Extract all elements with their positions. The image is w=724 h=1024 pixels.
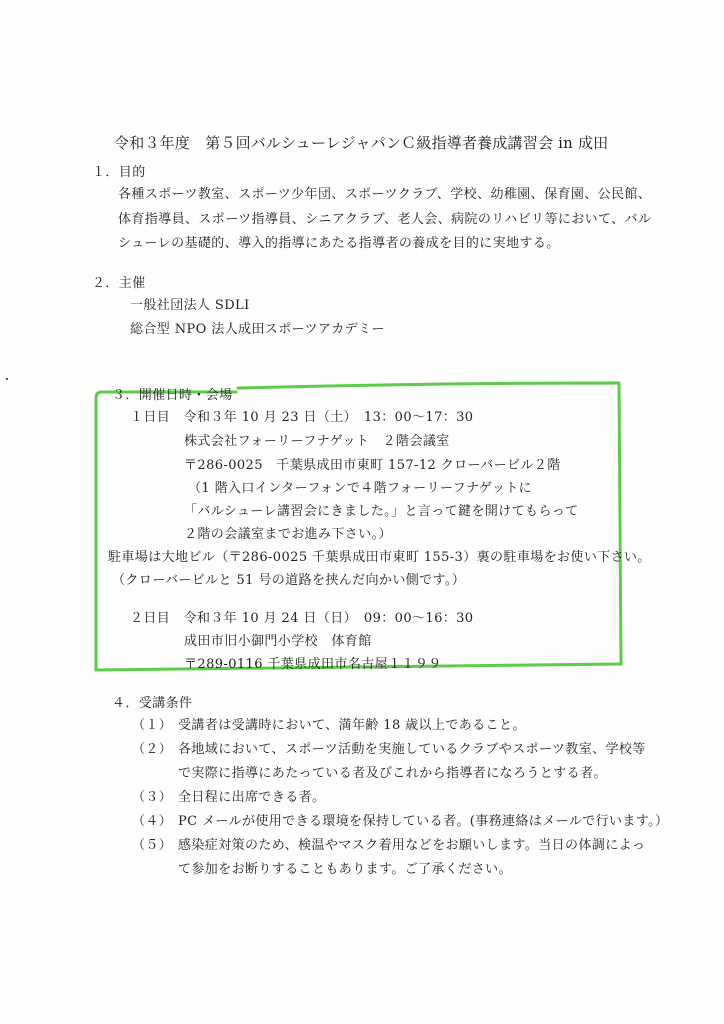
condition-number: （５） xyxy=(132,838,173,853)
day2-venue: 成田市旧小御門小学校 体育館 xyxy=(184,634,372,649)
day2-address: 〒289-0116 千葉県成田市名古屋１１９９ xyxy=(184,657,442,672)
section-2-heading: ２．主催 xyxy=(92,276,146,291)
condition-text: 感染症対策のため、検温やマスク着用などをお願いします。当日の体調によっ xyxy=(178,838,646,853)
day1-venue: 株式会社フォーリーフナゲット ２階会議室 xyxy=(184,434,450,449)
condition-text: 全日程に出席できる者。 xyxy=(178,790,326,805)
section-3-heading: ３．開催日時・会場 xyxy=(112,388,233,403)
condition-text: PC メールが使用できる環境を保持している者。(事務連絡はメールで行います。） xyxy=(178,814,669,829)
section-1-line: 体育指導員、スポーツ指導員、シニアクラブ、老人会、病院のリハビリ等において、バル xyxy=(118,212,652,227)
condition-number: （１） xyxy=(132,718,173,733)
day1-datetime: １日目 令和３年 10 月 23 日（土） 13：00～17：30 xyxy=(130,410,474,425)
condition-number: （４） xyxy=(132,814,173,829)
section-1-line: シューレの基礎的、導入的指導にあたる指導者の養成を目的に実地する。 xyxy=(118,236,560,251)
parking-info: （クローバービルと 51 号の道路を挟んだ向かい側です。） xyxy=(112,573,466,588)
condition-text: 受講者は受講時において、満年齢 18 歳以上であること。 xyxy=(178,718,526,733)
organizer: 総合型 NPO 法人成田スポーツアカデミー xyxy=(130,322,385,337)
condition-text: て参加をお断りすることもあります。ご了承ください。 xyxy=(178,862,512,877)
section-1-line: 各種スポーツ教室、スポーツ少年団、スポーツクラブ、学校、幼稚園、保育園、公民館、 xyxy=(118,187,652,202)
day1-note: 「バルシューレ講習会にきました。」と言って鍵を開けてもらって xyxy=(184,504,579,519)
condition-text: 各地域において、スポーツ活動を実施しているクラブやスポーツ教室、学校等 xyxy=(178,742,646,757)
day2-datetime: ２日目 令和３年 10 月 24 日（日） 09：00～16：30 xyxy=(130,611,474,626)
document-title: 令和３年度 第５回バルシューレジャパンＣ級指導者養成講習会 in 成田 xyxy=(114,134,609,152)
organizer: 一般社団法人 SDLI xyxy=(130,298,250,313)
parking-info: 駐車場は大地ビル（〒286-0025 千葉県成田市東町 155-3）裏の駐車場をお使い下さい。 xyxy=(108,550,651,565)
day1-note: ２階の会議室までお進み下さい。） xyxy=(184,527,392,542)
section-4-heading: ４．受講条件 xyxy=(112,696,193,711)
condition-number: （３） xyxy=(132,790,173,805)
day1-note: （1 階入口インターフォンで４階フォーリーフナゲットに xyxy=(188,481,533,496)
condition-text: で実際に指導にあたっている者及びこれから指導者になろうとする者。 xyxy=(178,766,607,781)
condition-number: （２） xyxy=(132,742,173,757)
section-1-heading: １．目的 xyxy=(92,165,146,180)
day1-address: 〒286-0025 千葉県成田市東町 157-12 クローバービル２階 xyxy=(184,458,561,473)
